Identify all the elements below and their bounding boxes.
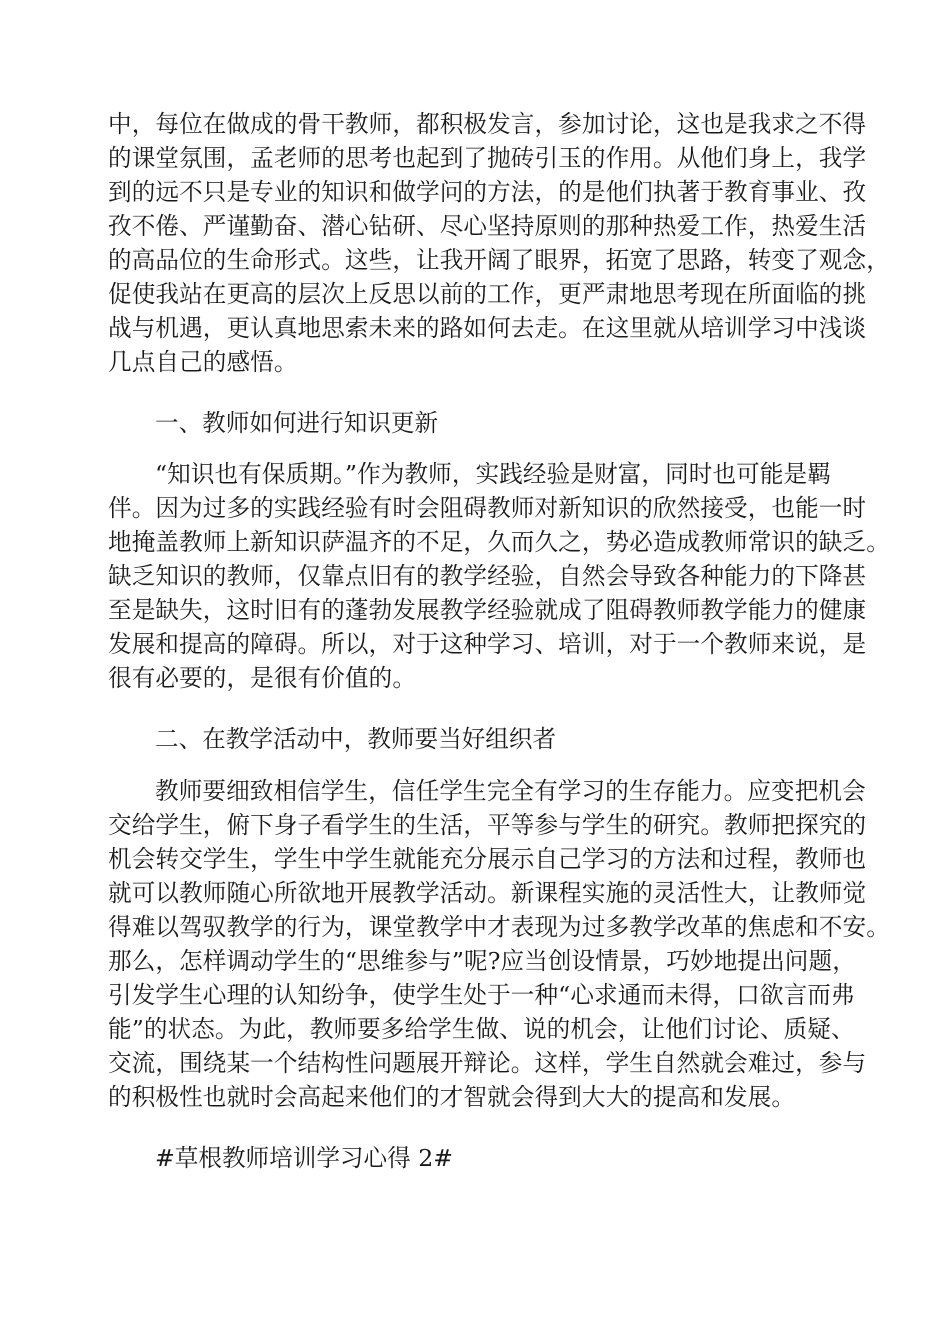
- text-line: 教师要细致相信学生，信任学生完全有学习的生存能力。应变把机会: [155, 777, 866, 805]
- text-line: 的课堂氛围，孟老师的思考也起到了抛砖引玉的作用。从他们身上，我学: [108, 144, 867, 172]
- text-line: 的高品位的生命形式。这些，让我开阔了眼界，拓宽了思路，转变了观念，: [108, 246, 890, 274]
- section-title: #草根教师培训学习心得 2#: [155, 1144, 453, 1172]
- intro-paragraph: [108, 107, 890, 379]
- text-line: 促使我站在更高的层次上反思以前的工作，更严肃地思考现在所面临的挑: [108, 280, 867, 308]
- paragraph-1: [108, 457, 890, 695]
- text-line: 伴。因为过多的实践经验有时会阻碍教师对新知识的欣然接受，也能一时: [108, 494, 867, 522]
- text-line: 机会转交学生，学生中学生就能充分展示自己学习的方法和过程，教师也: [108, 845, 867, 873]
- text-line: 发展和提高的障碍。所以，对于这种学习、培训，对于一个教师来说，是: [108, 630, 867, 658]
- text-line: 能”的状态。为此，教师要多给学生做、说的机会，让他们讨论、质疑、: [108, 1015, 855, 1043]
- text-line: 得难以驾驭教学的行为，课堂教学中才表现为过多教学改革的焦虑和不安。: [108, 913, 890, 941]
- section-heading-2: 二、在教学活动中，教师要当好组织者: [155, 725, 557, 753]
- text-line: 那么，怎样调动学生的“思维参与”呢?应当创设情景，巧妙地提出问题，: [108, 947, 856, 975]
- text-line: 孜不倦、严谨勤奋、潜心钻研、尽心坚持原则的那种热爱工作，热爱生活: [108, 212, 867, 240]
- text-line: 交给学生，俯下身子看学生的生活，平等参与学生的研究。教师把探究的: [108, 811, 867, 839]
- text-line: 几点自己的感悟。: [108, 348, 298, 376]
- text-line: 的积极性也就时会高起来他们的才智就会得到大大的提高和发展。: [108, 1083, 796, 1111]
- text-line: 中，每位在做成的骨干教师，都积极发言，参加讨论，这也是我求之不得: [108, 110, 867, 138]
- text-line: 至是缺失，这时旧有的蓬勃发展教学经验就成了阻碍教师教学能力的健康: [108, 596, 867, 624]
- section-heading-1: 一、教师如何进行知识更新: [155, 409, 439, 437]
- text-line: 引发学生心理的认知纷争，使学生处于一种“心求通而未得，口欲言而弗: [108, 981, 855, 1009]
- paragraph-2: [108, 774, 890, 1114]
- text-line: 就可以教师随心所欲地开展教学活动。新课程实施的灵活性大，让教师觉: [108, 879, 867, 907]
- text-line: 战与机遇，更认真地思索未来的路如何去走。在这里就从培训学习中浅谈: [108, 314, 867, 342]
- text-line: “知识也有保质期。”作为教师，实践经验是财富，同时也可能是羁: [155, 460, 831, 488]
- text-line: 很有必要的，是很有价值的。: [108, 664, 417, 692]
- text-line: 地掩盖教师上新知识萨温齐的不足，久而久之，势必造成教师常识的缺乏。: [108, 528, 890, 556]
- text-line: 交流，围绕某一个结构性问题展开辩论。这样，学生自然就会难过，参与: [108, 1049, 867, 1077]
- text-line: 到的远不只是专业的知识和做学问的方法，的是他们执著于教育事业、孜: [108, 178, 867, 206]
- text-line: 缺乏知识的教师，仅靠点旧有的教学经验，自然会导致各种能力的下降甚: [108, 562, 867, 590]
